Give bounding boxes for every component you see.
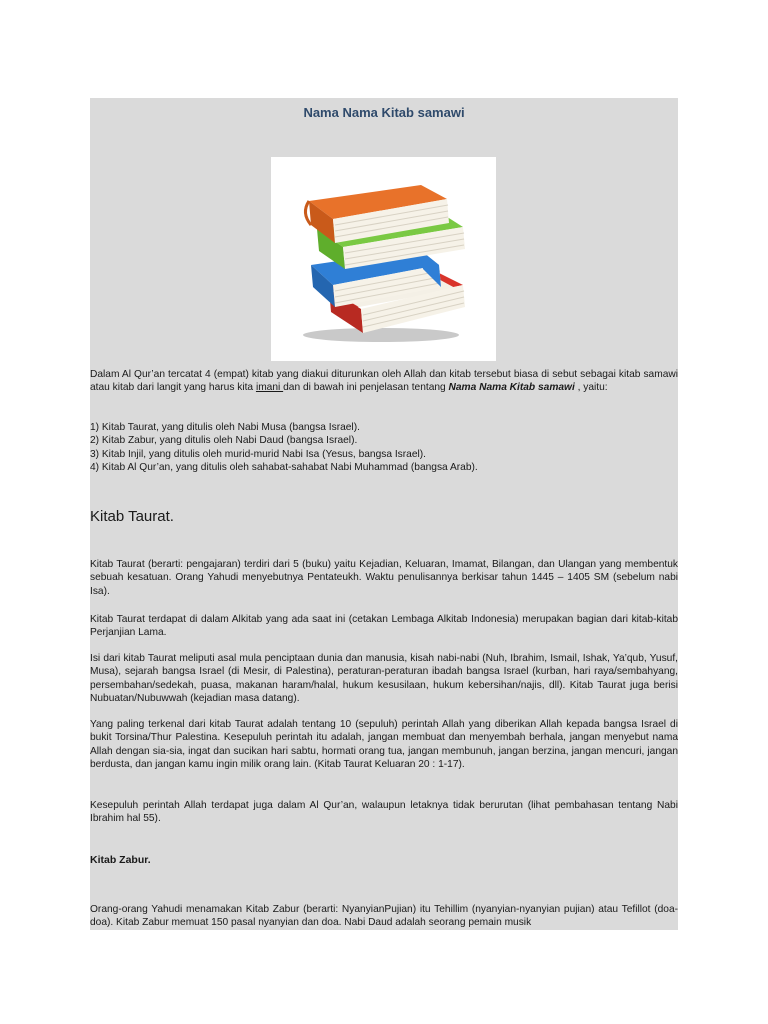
document-page <box>90 98 678 930</box>
intro-emphasis: Nama Nama Kitab samawi <box>448 382 575 394</box>
intro-text-1: Dalam Al Qur’an tercatat 4 (empat) kitab yang diakui diturunkan oleh Allah dan kitab tersebut biasa di sebut sebagai kitab samawi atau kitab dari langit yang harus kita <box>90 369 678 394</box>
kitab-list <box>90 421 678 474</box>
taurat-paragraph-1 <box>90 558 678 598</box>
paragraph-text: Kesepuluh perintah Allah terdapat juga dalam Al Qur’an, walaupun letaknya tidak berurutan (lihat pembahasan tentang Nabi Ibrahim hal 55). <box>90 800 678 825</box>
list-item: 4) Kitab Al Qur’an, yang ditulis oleh sahabat-sahabat Nabi Muhammad (bangsa Arab). <box>90 461 478 473</box>
heading-taurat: Kitab Taurat. <box>90 508 174 525</box>
paragraph-text: Kitab Taurat (berarti: pengajaran) terdiri dari 5 (buku) yaitu Kejadian, Keluaran, Imamat, Bilangan, dan Ulangan yang membentuk sebuah kesatuan. Orang Yahudi menyebutnya Pentateukh. Waktu penulisannya berkisar tahun 1445 – 1405 SM (sebelum nabi Isa). <box>90 559 678 597</box>
books-image <box>271 157 496 361</box>
heading-zabur: Kitab Zabur. <box>90 854 151 866</box>
zabur-paragraph <box>90 903 678 930</box>
taurat-paragraph-2 <box>90 613 678 640</box>
paragraph-text: Kitab Taurat terdapat di dalam Alkitab yang ada saat ini (cetakan Lembaga Alkitab Indonesia) merupakan bagian dari kitab-kitab Perjanjian Lama. <box>90 614 678 639</box>
intro-paragraph <box>90 368 678 395</box>
list-item: 3) Kitab Injil, yang ditulis oleh murid-murid Nabi Isa (Yesus, bangsa Israel). <box>90 448 426 460</box>
list-item: 2) Kitab Zabur, yang ditulis oleh Nabi Daud (bangsa Israel). <box>90 435 358 447</box>
list-item: 1) Kitab Taurat, yang ditulis oleh Nabi Musa (bangsa Israel). <box>90 422 360 433</box>
taurat-paragraph-4 <box>90 718 678 771</box>
paragraph-text: Isi dari kitab Taurat meliputi asal mula penciptaan dunia dan manusia, kisah nabi-nabi (Nuh, Ibrahim, Ismail, Ishak, Ya’qub, Yusuf, Musa), sejarah bangsa Israel (di Mesir, di Palestina), peraturan-peraturan ibadah bangsa Israel (kurban, hari raya/sembahyang, persembahan/sedekah, puasa, makanan haram/halal, hukum kesusilaan, hukum kebersihan/najis, dll). Kitab Taurat juga berisi Nubuatan/Nubuwwah (kejadian masa datang). <box>90 653 678 704</box>
taurat-paragraph-3 <box>90 652 678 705</box>
paragraph-text: Yang paling terkenal dari kitab Taurat adalah tentang 10 (sepuluh) perintah Allah yang diberikan Allah kepada bangsa Israel di bukit Torsina/Thur Palestina. Kesepuluh perintah itu adalah, jangan membuat dan menyembah berhala, jangan menyebut nama Allah dengan sia-sia, ingat dan sucikan hari sabtu, hormati orang tua, jangan membunuh, jangan berzina, jangan mencuri, jangan berdusta, dan jangan kamu ingin milik orang lain. (Kitab Taurat Keluaran 20 : 1-17). <box>90 719 678 770</box>
page-title: Nama Nama Kitab samawi <box>303 105 465 120</box>
intro-text-2: dan di bawah ini penjelasan tentang <box>283 382 449 394</box>
intro-text-3: , yaitu: <box>574 382 608 394</box>
imani-link[interactable]: imani <box>255 382 284 394</box>
paragraph-text: Orang-orang Yahudi menamakan Kitab Zabur (berarti: NyanyianPujian) itu Tehillim (nyanyian-nyanyian pujian) atau Tefillot (doa-doa). Kitab Zabur memuat 150 pasal nyanyian dan doa. Nabi Daud adalah seorang pemain musik <box>90 904 678 929</box>
taurat-paragraph-5 <box>90 799 678 826</box>
stack-of-books-icon <box>271 157 496 361</box>
